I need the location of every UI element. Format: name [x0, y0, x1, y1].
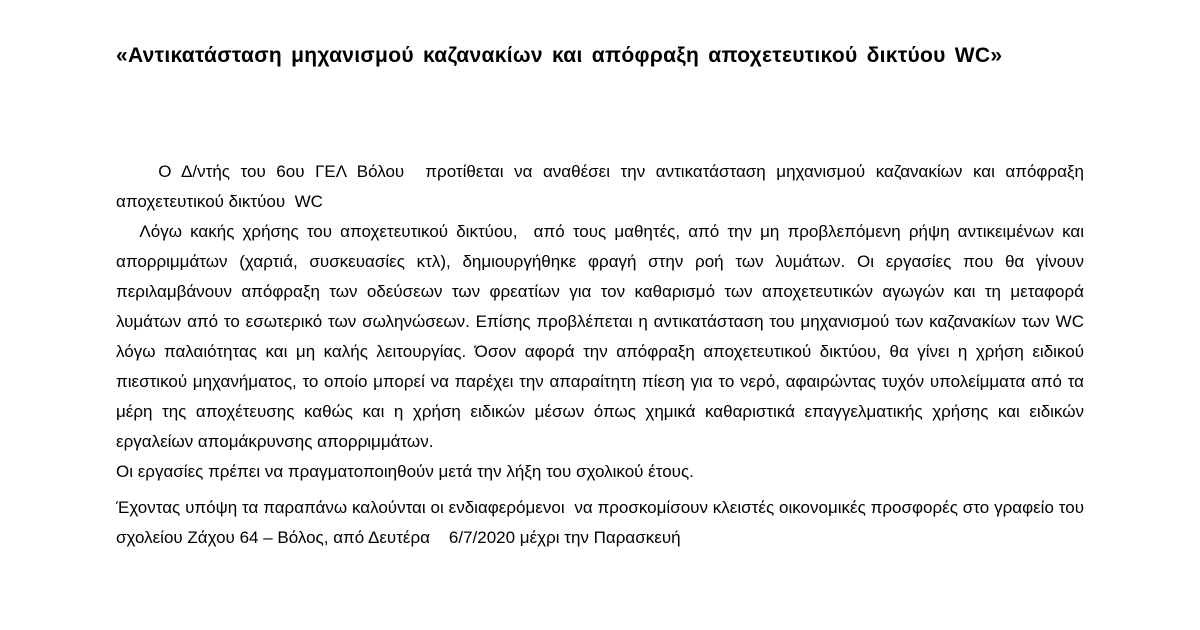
document-title: «Αντικατάσταση μηχανισμού καζανακίων και απόφραξη αποχετευτικού δικτύου WC»	[116, 44, 1003, 67]
paragraph-timing: Οι εργασίες πρέπει να πραγματοποιηθούν μετά την λήξη του σχολικού έτους.	[116, 462, 694, 481]
paragraph-intro: Ο Δ/ντής του 6ου ΓΕΛ Βόλου προτίθεται να αναθέσει την αντικατάσταση μηχανισμού καζανακίων και απόφραξη αποχετευτικού δικτύου WC	[116, 162, 1084, 211]
document-body	[116, 157, 1084, 553]
paragraph-description: Λόγω κακής χρήσης του αποχετευτικού δικτύου, από τους μαθητές, από την μη προβλεπόμενη ρήψη αντικειμένων και απορριμμάτων (χαρτιά, συσκευασίες κτλ), δημιουργήθηκε φραγή στην ροή των λυμάτων. Οι εργασίες που θα γίνουν περιλαμβάνουν απόφραξη των οδεύσεων των φρεατίων για τον καθαρισμό των αποχετευτικών αγωγών και τη μεταφορά λυμάτων από το εσωτερικό των σωληνώσεων. Επίσης προβλέπεται η αντικατάσταση του μηχανισμού των καζανακίων των WC λόγω παλαιότητας και μη καλής λειτουργίας. Όσον αφορά την απόφραξη αποχετευτικού δικτύου, θα γίνει η χρήση ειδικού πιεστικού μηχανήματος, το οποίο μπορεί να παρέχει την απαραίτητη πίεση για το νερό, αφαιρώντας τυχόν υπολείμματα από τα μέρη της αποχέτευσης καθώς και η χρήση ειδικών μέσων όπως χημικά καθαριστικά επαγγελματικής χρήσης και ειδικών εργαλείων απομάκρυνσης απορριμμάτων.	[116, 222, 1084, 451]
paragraph-call-for-offers: Έχοντας υπόψη τα παραπάνω καλούνται οι ενδιαφερόμενοι να προσκομίσουν κλειστές οικονομικές προσφορές στο γραφείο του σχολείου Ζάχου 64 – Βόλος, από Δευτέρα 6/7/2020 μέχρι την Παρασκευή	[116, 498, 1084, 547]
